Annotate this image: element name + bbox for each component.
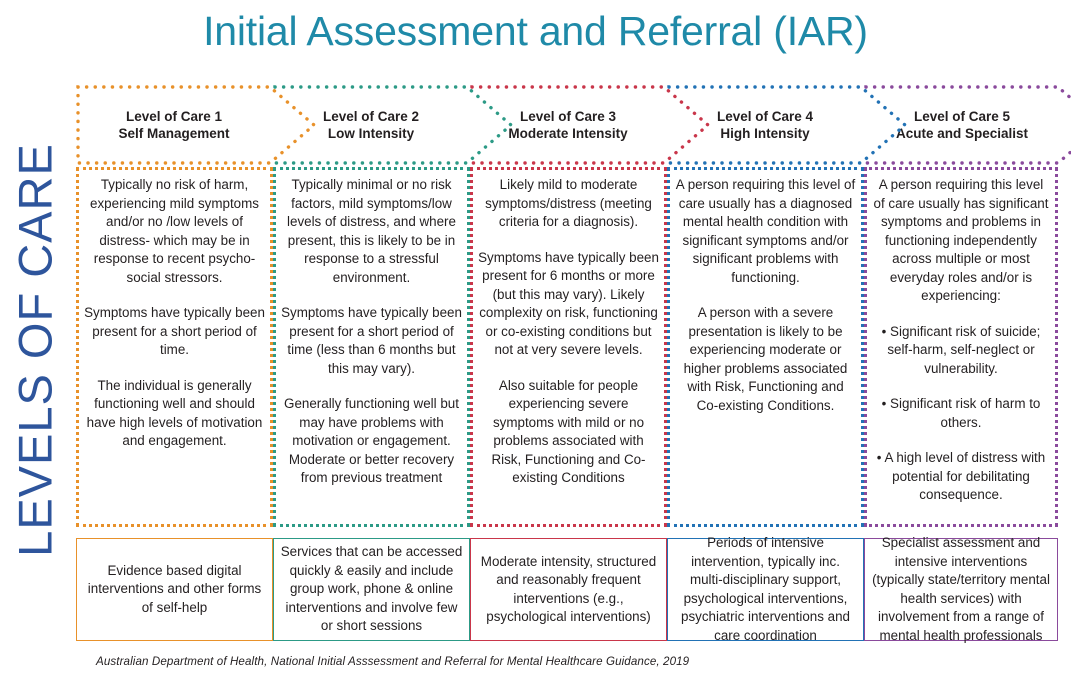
level-description-paragraph: Typically minimal or no risk factors, mild symptoms/low levels of distress, and where present, this is likely to be in response to a stressful environment. [287,177,456,285]
level-description-paragraph: Generally functioning well but may have problems with motivation or engagement. Moderate or better recovery from previous treatment [284,396,459,485]
level-header-line1-2: Level of Care 2 [322,109,420,124]
level-description-paragraph: • Significant risk of harm to others. [881,396,1041,430]
level-description-paragraph: Likely mild to moderate symptoms/distress (meeting criteria for a diagnosis). [485,177,652,229]
level-header-chevron-1[interactable] [76,85,318,165]
level-intervention-cell-3 [470,538,667,641]
level-description-paragraph: • A high level of distress with potential for debilitating consequence. [876,450,1046,502]
level-description-paragraph: The individual is generally functioning well and should have high levels of motivation and engagement. [86,377,263,448]
level-header-line2-3: Moderate Intensity [508,126,628,141]
level-intervention-text: Services that can be accessed quickly & easily and include group work, phone & online interventions and involve few or short sessions [280,544,463,634]
level-intervention-row [76,535,1067,643]
level-header-line2-1: Self Management [118,126,230,141]
level-description-paragraph: Also suitable for people experiencing severe symptoms with mild or no problems associated with Risk, Functioning and Co-existing Conditions [491,377,646,485]
level-header-line1-3: Level of Care 3 [519,109,617,124]
level-description-cell-5 [864,167,1058,527]
level-header-line2-2: Low Intensity [327,126,415,141]
level-description-paragraph: Symptoms have typically been present for a short period of time (less than 6 months but this may vary). [281,305,462,376]
level-description-paragraph: Typically no risk of harm, experiencing mild symptoms and/or no /low levels of distress- which may be in response to recent psycho-social stressors. [90,177,259,285]
level-intervention-cell-1 [76,538,273,641]
source-citation: Australian Department of Health, National Initial Asssessment and Referral for Mental Healthcare Guidance, 2019 [96,655,690,668]
page-title: Initial Assessment and Referral (IAR) [203,8,868,54]
level-header-line2-4: High Intensity [720,126,810,141]
level-intervention-cell-2 [273,538,470,641]
level-header-row [76,85,1067,165]
levels-of-care-axis-label [0,110,70,590]
level-description-paragraph: • Significant risk of suicide; self-harm, self-neglect or vulnerability. [881,323,1041,376]
vertical-axis-label-text: LEVELS OF CARE [8,143,62,557]
level-intervention-text: Moderate intensity, structured and reasonably frequent interventions (e.g., psychological interventions) [480,553,657,624]
level-description-cell-4 [667,167,864,527]
level-description-row [76,167,1067,527]
chevron-outline-1 [78,87,314,163]
level-intervention-text: Specialist assessment and intensive interventions (typically state/territory mental health services) with involvement from a range of mental health professionals [872,535,1050,643]
level-description-paragraph: Symptoms have typically been present for a short period of time. [84,305,265,357]
level-header-line1-4: Level of Care 4 [716,109,814,124]
level-description-paragraph: A person requiring this level of care usually has significant symptoms and problems in functioning independently across multiple or most everyday roles and/or is experiencing: [873,177,1049,303]
level-header-line1-1: Level of Care 1 [125,109,223,124]
level-intervention-cell-5 [864,535,1058,643]
level-intervention-text: Periods of intensive intervention, typically inc. multi-disciplinary support, psychological interventions, psychiatric interventions and care coordination [681,535,850,643]
level-description-paragraph: Symptoms have typically been present for 6 months or more (but this may vary). Likely complexity on risk, functioning or co-existing conditions but not at very severe levels. [478,249,659,357]
level-intervention-text: Evidence based digital interventions and other forms of self-help [87,562,262,615]
level-header-line2-5: Acute and Specialist [895,126,1029,141]
level-description-cell-1 [76,167,273,527]
level-description-cell-3 [470,167,667,527]
level-intervention-cell-4 [667,535,864,643]
level-description-cell-2 [273,167,470,527]
level-description-paragraph: A person with a severe presentation is likely to be experiencing moderate or higher problems associated with Risk, Functioning and Co-existing Conditions. [683,305,848,413]
level-header-line1-5: Level of Care 5 [913,109,1011,124]
level-description-paragraph: A person requiring this level of care usually has a diagnosed mental health condition with significant symptoms and/or significant problems with functioning. [675,177,856,285]
levels-grid [76,85,1067,650]
